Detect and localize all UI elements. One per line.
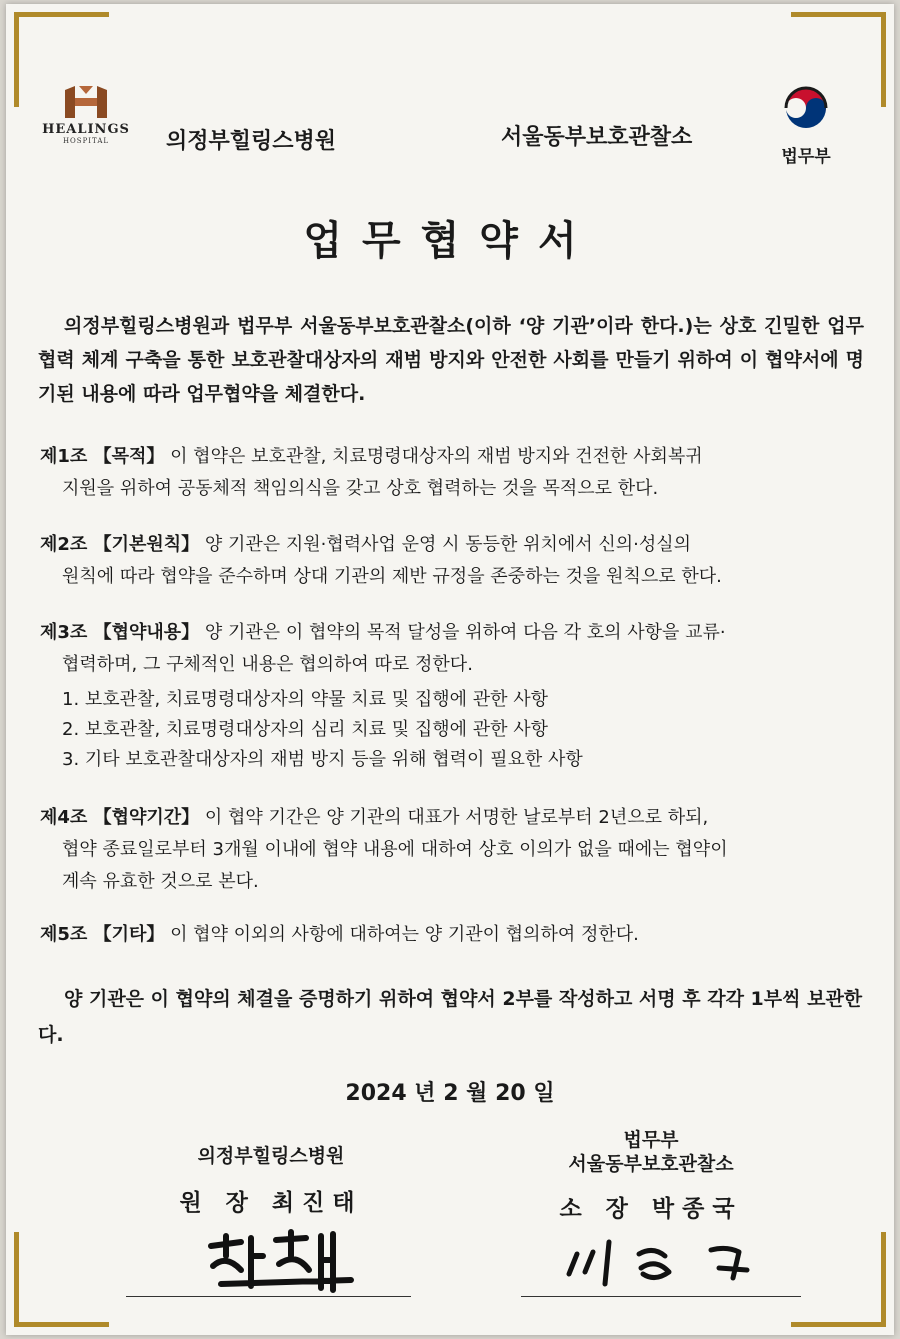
article-text-continued: 지원을 위하여 공동체적 책임의식을 갖고 상호 협력하는 것을 목적으로 한다. [62, 478, 659, 499]
list-item: 2. 보호관찰, 치료명령대상자의 심리 치료 및 집행에 관한 사항 [62, 719, 548, 740]
healings-hospital-logo-icon [61, 84, 111, 120]
article-text: 양 기관은 지원·협력사업 운영 시 동등한 위치에서 신의·성실의 [199, 534, 692, 555]
list-item: 1. 보호관찰, 치료명령대상자의 약물 치료 및 집행에 관한 사항 [62, 689, 548, 710]
article-text-continued: 협력하며, 그 구체적인 내용은 협의하여 따로 정한다. [62, 654, 473, 675]
hospital-brand-subtext: HOSPITAL [62, 137, 110, 145]
article-heading: 제5조 【기타】 [40, 924, 165, 945]
signatory-org: 의정부힐링스병원 [197, 1145, 345, 1167]
signature-line [521, 1296, 801, 1297]
article-heading: 제4조 【협약기간】 [40, 807, 200, 828]
article-3 [40, 617, 866, 681]
document-title: 업무협약서 [303, 217, 597, 264]
signatory-title: 원 장 최진태 [179, 1190, 363, 1216]
document-header [36, 84, 866, 167]
article-text: 이 협약은 보호관찰, 치료명령대상자의 재범 방지와 건전한 사회복귀 [164, 446, 703, 467]
intro-paragraph: 의정부힐링스병원과 법무부 서울동부보호관찰소(이하 ‘양 기관’이라 한다.)는 상호 긴밀한 업무 협력 체계 구축을 통한 보호관찰대상자의 재범 방지와 안전한 사회를 만들기 위하여 이 협약서에 명기된 내용에 따라 업무협약을 체결한다. [38, 315, 864, 405]
article-text: 양 기관은 이 협약의 목적 달성을 위하여 다음 각 호의 사항을 교류· [199, 622, 726, 643]
article-text-continued: 계속 유효한 것으로 본다. [62, 871, 259, 892]
probation-chief-signature [561, 1234, 761, 1294]
article-text: 이 협약 이외의 사항에 대하여는 양 기관이 협의하여 정한다. [164, 924, 639, 945]
signature-block-hospital [126, 1144, 416, 1217]
document-page [6, 4, 894, 1335]
signatory-title: 소 장 박종국 [559, 1196, 743, 1222]
ministry-name: 법무부 [781, 147, 831, 167]
article-text: 이 협약 기간은 양 기관의 대표가 서명한 날로부터 2년으로 하되, [199, 807, 709, 828]
article-heading: 제1조 【목적】 [40, 446, 165, 467]
article-1 [40, 441, 866, 505]
hospital-brand-text: HEALINGS [42, 122, 130, 137]
signatory-org-line2: 서울동부보호관찰소 [568, 1153, 734, 1175]
article-heading: 제3조 【협약내용】 [40, 622, 200, 643]
closing-paragraph: 양 기관은 이 협약의 체결을 증명하기 위하여 협약서 2부를 작성하고 서명 후 각각 1부씩 보관한다. [38, 988, 863, 1046]
signatory-org-line1: 법무부 [623, 1129, 679, 1151]
org-name-probation-office: 서울동부보호관찰소 [501, 125, 693, 150]
agreement-date: 2024 년 2 월 20 일 [345, 1081, 555, 1106]
article-heading: 제2조 【기본원칙】 [40, 534, 200, 555]
article-text-continued: 협약 종료일로부터 3개월 이내에 협약 내용에 대하여 상호 이의가 없을 때에는 협약이 [62, 839, 728, 860]
article-3-items [62, 685, 842, 775]
signature-line [126, 1296, 411, 1297]
hospital-director-signature [201, 1226, 371, 1296]
gold-corner-border [791, 1232, 886, 1327]
article-2 [40, 529, 866, 593]
article-4 [40, 802, 866, 898]
org-name-hospital: 의정부힐링스병원 [166, 129, 337, 154]
ministry-logo [771, 80, 841, 167]
signature-block-probation-office [506, 1128, 796, 1223]
article-5 [40, 919, 866, 951]
taegeuk-emblem-icon [778, 80, 834, 136]
article-text-continued: 원칙에 따라 협약을 준수하며 상대 기관의 제반 규정을 존중하는 것을 원칙으로 한다. [62, 566, 722, 587]
hospital-logo [36, 84, 136, 145]
gold-corner-border [14, 1232, 109, 1327]
list-item: 3. 기타 보호관찰대상자의 재범 방지 등을 위해 협력이 필요한 사항 [62, 749, 583, 770]
